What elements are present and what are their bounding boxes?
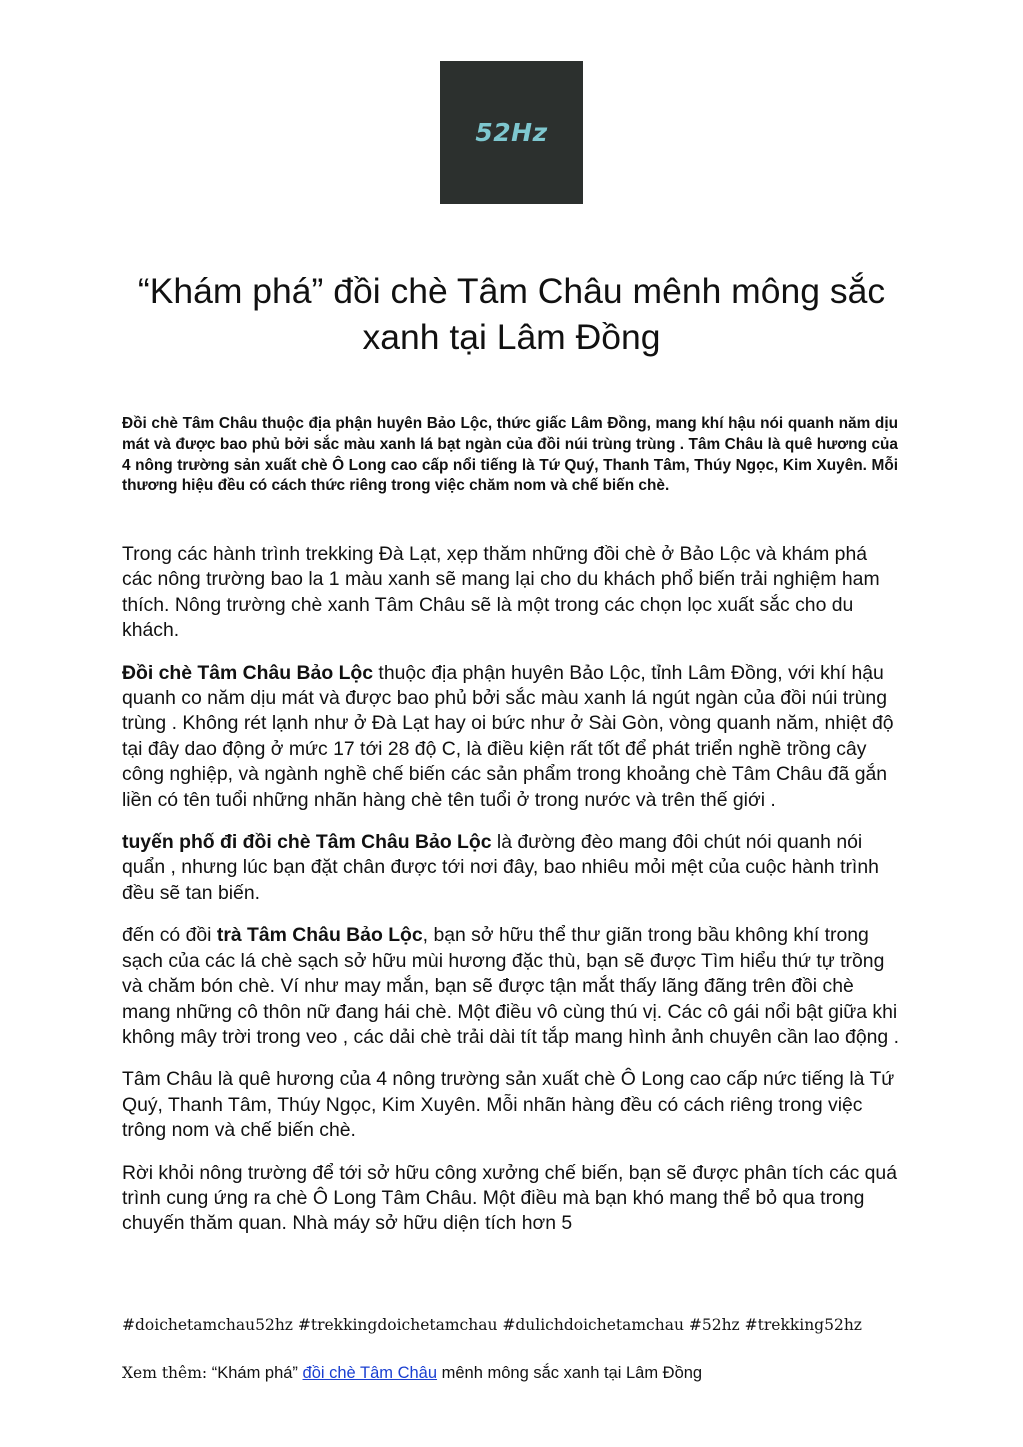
paragraph-location bbox=[122, 661, 902, 813]
see-more-line bbox=[122, 1363, 702, 1384]
paragraph-farms: Tâm Châu là quê hương của 4 nông trường sản xuất chè Ô Long cao cấp nức tiếng là Tứ Quý, Thanh Tâm, Thúy Ngọc, Kim Xuyên. Mỗi nhãn hàng đều có cách riêng trong việc trông nom và chế biến chè. bbox=[122, 1068, 895, 1142]
site-logo bbox=[440, 61, 583, 204]
see-more-text: “Khám phá” bbox=[207, 1364, 303, 1382]
hashtags: #doichetamchau52hz #trekkingdoichetamchau #dulichdoichetamchau #52hz #trekking52hz bbox=[122, 1316, 862, 1334]
paragraph-text: thuộc địa phận huyên Bảo Lộc, tỉnh Lâm Đồng, với khí hậu quanh co năm dịu mát và được bao phủ bởi sắc màu xanh lá ngút ngàn của đồi núi trùng trùng . Không rét lạnh như ở Đà Lạt hay oi bức như ở Sài Gòn, vòng quanh năm, nhiệt độ tại đây dao động ở mức 17 tới 28 độ C, là điều kiện rất tốt để phát triển nghề trồng cây công nghiệp, và ngành nghề chế biến các sản phẩm trong khoảng chè Tâm Châu đã gắn liền có tên tuổi những nhãn hàng chè tên tuổi ở trong nước và trên thế giới . bbox=[122, 661, 894, 811]
paragraph-text: , bạn sở hữu thể thư giãn trong bầu không khí trong sạch của các lá chè sạch sở hữu mùi hương đặc thù, bạn sẽ được Tìm hiểu thứ tự trồng và chăm bón chè. Ví như may mắn, bạn sẽ được tận mắt thấy lãng đãng trên đồi chè mang những cô thôn nữ đang hái chè. Một điều vô cùng thú vị. Các cô gái nổi bật giữa khi không mây trời trong veo , các dải chè trải dài tít tắp mang hình ảnh chuyên cần lao động . bbox=[122, 924, 899, 1048]
bold-keyword: Đồi chè Tâm Châu Bảo Lộc bbox=[122, 661, 374, 684]
page-title: “Khám phá” đồi chè Tâm Châu mênh mông sắc xanh tại Lâm Đồng bbox=[137, 271, 886, 357]
paragraph-text: là đường đèo mang đôi chút nói quanh nói quẩn , nhưng lúc bạn đặt chân được tới nơi đây, bao nhiêu mỏi mệt của cuộc hành trình đều sẽ tan biến. bbox=[122, 831, 879, 904]
see-more-link[interactable]: đồi chè Tâm Châu bbox=[302, 1364, 438, 1382]
lead-paragraph: Đồi chè Tâm Châu thuộc địa phận huyên Bảo Lộc, thức giấc Lâm Đồng, mang khí hậu nói quanh năm dịu mát và được bao phủ bởi sắc màu xanh lá bạt ngàn của đồi núi trùng trùng . Tâm Châu là quê hương của 4 nông trường sản xuất chè Ô Long cao cấp nổi tiếng là Tứ Quý, Thanh Tâm, Thúy Ngọc, Kim Xuyên. Mỗi thương hiệu đều có cách thức riêng trong việc chăm nom và chế biến chè. bbox=[122, 415, 898, 495]
paragraph-experience bbox=[122, 923, 902, 1050]
paragraph-text: đến có đồi bbox=[122, 924, 217, 947]
paragraph-factory: Rời khỏi nông trường để tới sở hữu công xưởng chế biến, bạn sẽ được phân tích các quá trình cung ứng ra chè Ô Long Tâm Châu. Một điều mà bạn khó mang thể bỏ qua trong chuyến thăm quan. Nhà máy sở hữu diện tích hơn 5 bbox=[122, 1161, 898, 1235]
logo-text: 52Hz bbox=[475, 118, 548, 147]
paragraph-trekking: Trong các hành trình trekking Đà Lạt, xẹp thăm những đồi chè ở Bảo Lộc và khám phá các nông trường bao la 1 màu xanh sẽ mang lại cho du khách phổ biến trải nghiệm ham thích. Nông trường chè xanh Tâm Châu sẽ là một trong các chọn lọc xuất sắc cho du khách. bbox=[122, 543, 880, 642]
see-more-text: mênh mông sắc xanh tại Lâm Đồng bbox=[437, 1364, 703, 1382]
bold-keyword: trà Tâm Châu Bảo Lộc bbox=[216, 924, 423, 947]
paragraph-route bbox=[122, 830, 902, 906]
see-more-prefix: Xem thêm: bbox=[122, 1364, 208, 1382]
bold-keyword: tuyến phố đi đồi chè Tâm Châu Bảo Lộc bbox=[122, 831, 492, 854]
article-body bbox=[122, 542, 902, 1235]
